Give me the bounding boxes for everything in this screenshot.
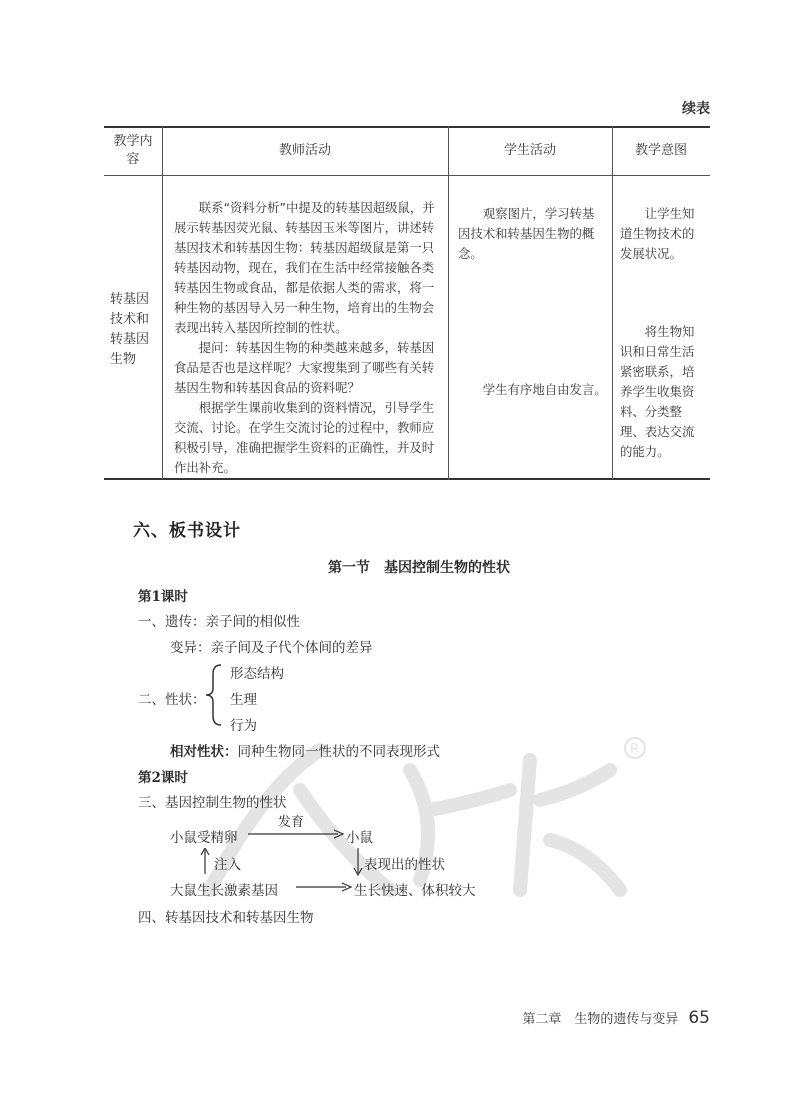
header-teacher: 教师活动 bbox=[278, 143, 331, 158]
trait-item: 形态结构 bbox=[230, 666, 284, 682]
trait-item: 生理 bbox=[230, 692, 257, 708]
student-activity-text: 观察图片，学习转基因技术和转基因生物的概念。 bbox=[458, 206, 595, 261]
header-student: 学生活动 bbox=[503, 143, 556, 158]
develop-label: 发育 bbox=[278, 815, 305, 830]
teacher-paragraph: 联系“资料分析”中提及的转基因超级鼠，并展示转基因荧光鼠、转基因玉米等图片，讲述转基因技术和转基因生物：转基因超级鼠是第一只转基因动物，现在，我们在生活中经常接触各类转基因生物或食品，都是依据人类的需求，将一种生物的基因导入另一种生物，培育出的生物会表现出转入基因所控制的性状。 bbox=[174, 200, 435, 335]
intent-2 bbox=[620, 322, 704, 462]
teacher-paragraph: 提问：转基因生物的种类越来越多，转基因食品是否也是这样呢？大家搜集到了哪些有关转基因生物和转基因食品的资料呢？ bbox=[174, 340, 435, 395]
shown-traits-label: 表现出的性状 bbox=[364, 857, 445, 873]
board-line: 变异：亲子间及子代个体间的差异 bbox=[170, 640, 373, 656]
lesson-table bbox=[104, 126, 710, 480]
lesson-2-label: 第2课时 bbox=[138, 770, 188, 786]
brace-icon bbox=[203, 662, 225, 728]
lesson-1-label: 第1课时 bbox=[138, 589, 188, 605]
arrow-right-icon bbox=[296, 881, 352, 893]
student-activity-2 bbox=[458, 380, 608, 400]
arrow-up-icon bbox=[199, 848, 211, 874]
page-number: 65 bbox=[688, 1008, 710, 1028]
column-divider bbox=[162, 126, 163, 480]
chapter-title: 第二章 生物的遗传与变异 bbox=[522, 1012, 679, 1027]
arrow-down-icon bbox=[352, 848, 364, 876]
relative-traits-label: 相对性状： bbox=[170, 744, 238, 760]
inject-label: 注入 bbox=[214, 857, 241, 873]
section-title: 六、板书设计 bbox=[133, 521, 241, 541]
board-line: 四、转基因技术和转基因生物 bbox=[138, 910, 314, 926]
board-line: 三、基因控制生物的性状 bbox=[138, 795, 287, 811]
teacher-paragraph: 根据学生课前收集到的资料情况，引导学生交流、讨论。在学生交流讨论的过程中，教师应积极引导，准确把握学生资料的正确性，并及时作出补充。 bbox=[174, 400, 435, 475]
continued-label: 续表 bbox=[682, 101, 710, 117]
intent-text: 让学生知道生物技术的发展状况。 bbox=[620, 206, 695, 261]
teacher-activity-cell bbox=[174, 198, 442, 478]
intent-1 bbox=[620, 204, 704, 264]
column-divider bbox=[612, 126, 613, 480]
content-cell: 转基因技术和转基因生物 bbox=[110, 292, 150, 367]
column-divider bbox=[448, 126, 449, 480]
result-label: 生长快速、体积较大 bbox=[354, 883, 476, 899]
mouse-label: 小鼠 bbox=[346, 830, 373, 846]
arrow-right-icon bbox=[248, 828, 344, 840]
relative-traits-text: 同种生物同一性状的不同表现形式 bbox=[237, 744, 440, 760]
header-intent: 教学意图 bbox=[634, 143, 687, 158]
student-activity-1 bbox=[458, 204, 604, 264]
table-bottom-rule bbox=[104, 478, 710, 480]
table-top-rule bbox=[104, 126, 710, 128]
gene-label: 大鼠生长激素基因 bbox=[170, 883, 278, 899]
header-content: 教学内容 bbox=[113, 134, 153, 167]
page-footer bbox=[522, 1008, 710, 1028]
traits-label: 二、性状： bbox=[138, 692, 206, 708]
intent-text: 将生物知识和日常生活紧密联系，培养学生收集资料、分类整理、表达交流的能力。 bbox=[620, 324, 695, 459]
trait-item: 行为 bbox=[230, 718, 257, 734]
table-header-rule bbox=[104, 175, 710, 176]
relative-traits-line bbox=[170, 740, 440, 760]
board-title: 第一节 基因控制生物的性状 bbox=[328, 560, 510, 576]
egg-label: 小鼠受精卵 bbox=[170, 830, 238, 846]
svg-text:R: R bbox=[630, 742, 640, 757]
student-activity-text: 学生有序地自由发言。 bbox=[482, 382, 607, 397]
board-line: 一、遗传：亲子间的相似性 bbox=[138, 614, 300, 630]
